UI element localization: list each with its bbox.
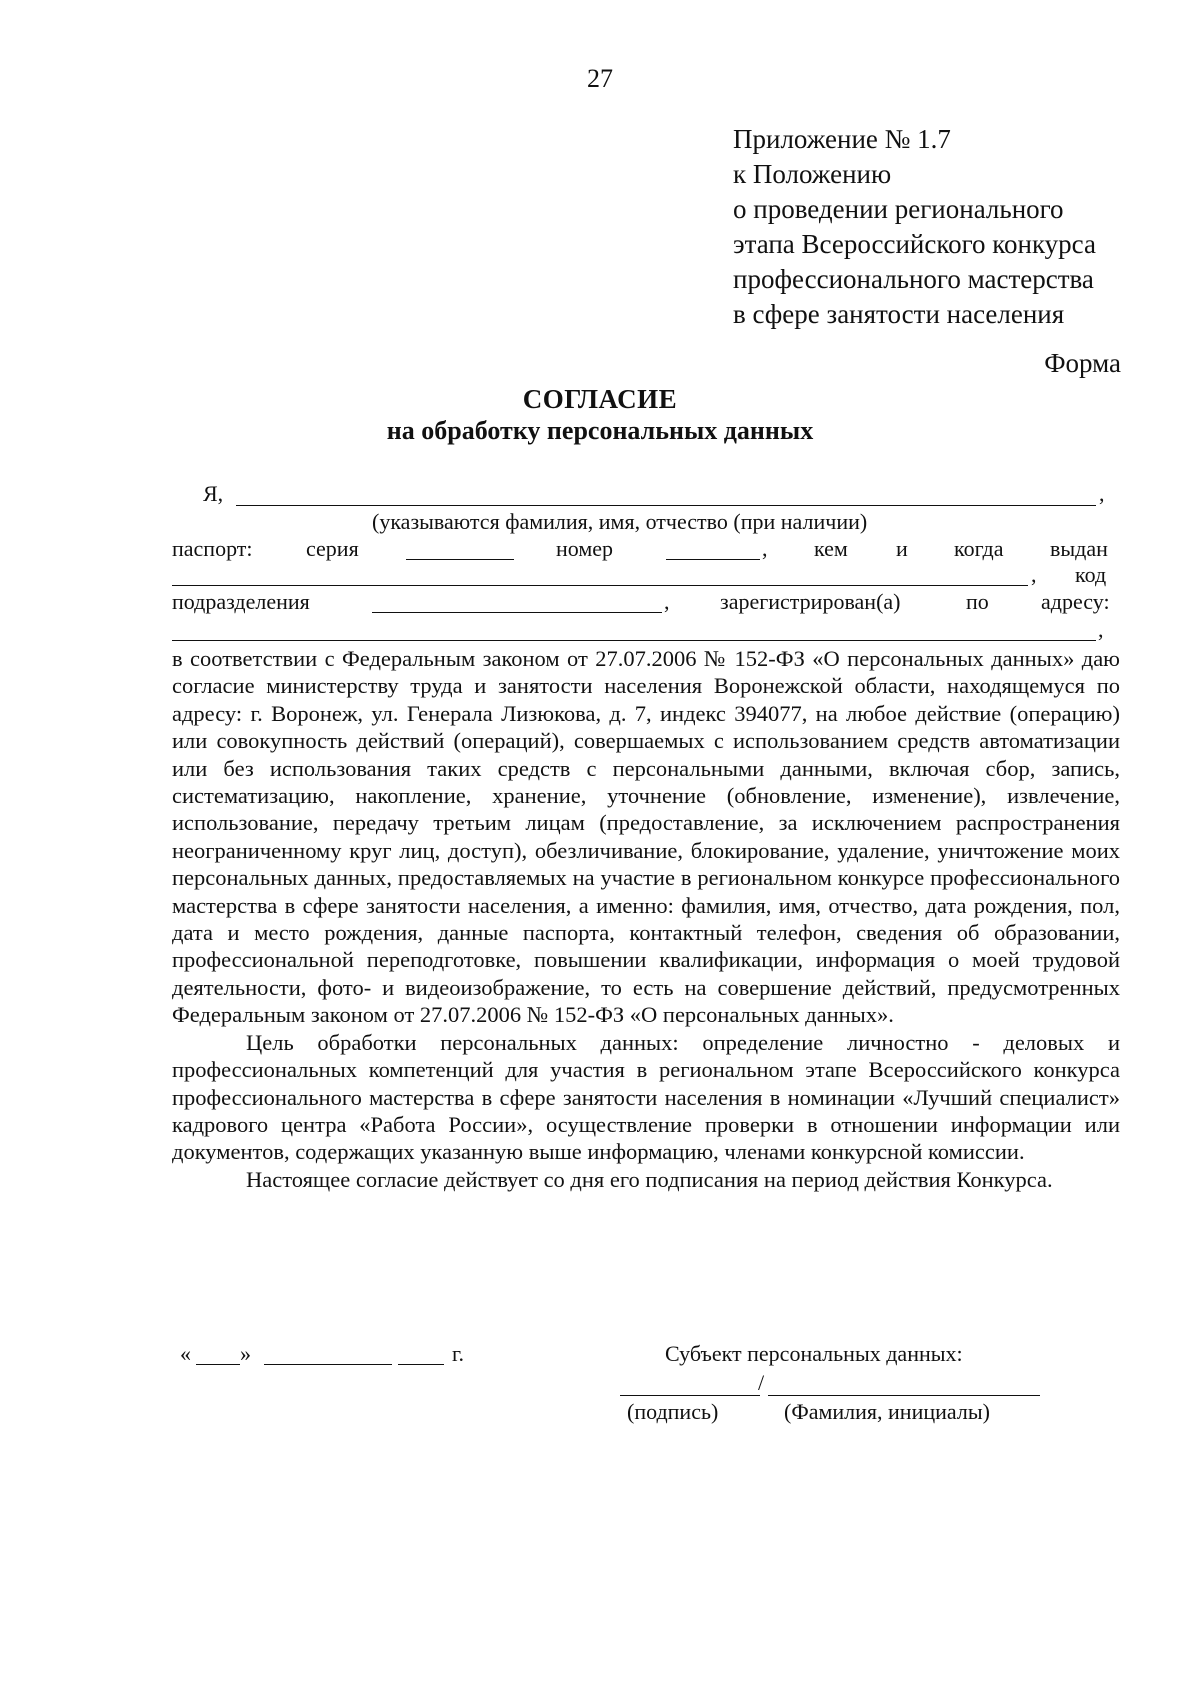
issued-word: выдан [1050, 536, 1108, 561]
issued-word: кем [814, 536, 848, 561]
date-day-field[interactable] [196, 1364, 240, 1365]
document-title: СОГЛАСИЕ [522, 384, 678, 414]
purpose-paragraph: Цель обработки персональных данных: определение личностно - деловых и профессиональных компетенций для участия в региональном этапе Всероссийского конкурса профессионального мастерства в сфере занятости населения в номинации «Лучший специалист» кадрового центра «Работа России», осуществление проверки в отношении информации или документов, содержащих указанную выше информацию, членами конкурсной комиссии. [172, 1029, 1120, 1165]
surname-initials-field[interactable] [768, 1395, 1040, 1396]
validity-paragraph: Настоящее согласие действует со дня его подписания на период действия Конкурса. [246, 1166, 1053, 1192]
name-hint: (указываются фамилия, имя, отчество (при наличии) [372, 509, 868, 534]
name-caption: (Фамилия, инициалы) [784, 1399, 990, 1424]
address-field[interactable] [172, 640, 1096, 641]
appendix-line: профессионального мастерства [733, 264, 1094, 294]
page-number: 27 [587, 64, 613, 93]
number-label: номер [556, 536, 614, 561]
comma: , [762, 536, 768, 561]
year-suffix: г. [452, 1341, 465, 1366]
appendix-line: о проведении регионального [733, 194, 1064, 224]
comma: , [1031, 562, 1037, 587]
series-label: серия [306, 536, 359, 561]
issued-word: и [896, 536, 908, 561]
body-text [172, 645, 1120, 1193]
appendix-line: Приложение № 1.7 [733, 124, 951, 154]
i-label: Я, [203, 481, 224, 506]
date-year-field[interactable] [398, 1364, 444, 1365]
comma: , [1098, 617, 1104, 642]
comma: , [1099, 481, 1105, 506]
issued-by-field[interactable] [172, 585, 1028, 586]
date-close-quote: » [240, 1341, 251, 1366]
address-label: адресу: [1041, 589, 1110, 614]
appendix-line: в сфере занятости населения [733, 299, 1065, 329]
full-name-field[interactable] [236, 505, 1096, 506]
appendix-line: к Положению [733, 159, 892, 189]
form-label: Форма [1044, 348, 1121, 378]
subject-label: Субъект персональных данных: [665, 1341, 963, 1366]
appendix-header [733, 122, 1096, 332]
registered-label: зарегистрирован(а) [720, 589, 901, 614]
subdivision-code-field[interactable] [372, 612, 662, 613]
signature-caption: (подпись) [627, 1399, 719, 1424]
issued-word: когда [954, 536, 1004, 561]
date-month-field[interactable] [264, 1364, 392, 1365]
passport-number-field[interactable] [666, 559, 760, 560]
po-label: по [966, 589, 989, 614]
code-label: код [1075, 562, 1107, 587]
signature-slash: / [758, 1370, 765, 1395]
document-subtitle: на обработку персональных данных [386, 416, 814, 445]
passport-series-field[interactable] [406, 559, 514, 560]
subdivision-label: подразделения [172, 589, 310, 614]
date-open-quote: « [180, 1341, 191, 1366]
appendix-line: этапа Всероссийского конкурса [733, 229, 1096, 259]
consent-paragraph: в соответствии с Федеральным законом от 27.07.2006 № 152-ФЗ «О персональных данных» даю согласие министерству труда и занятости населения Воронежской области, находящемуся по адресу: г. Воронеж, ул. Генерала Лизюкова, д. 7, индекс 394077, на любое действие (операцию) или совокупность действий (операций), совершаемых с использованием средств автоматизации или без использования таких средств с персональными данными, включая сбор, запись, систематизацию, накопление, хранение, уточнение (обновление, изменение), извлечение, использование, передачу третьим лицам (предоставление, за исключением распространения неограниченному круг лиц, доступ), обезличивание, блокирование, удаление, уничтожение моих персональных данных, предоставляемых на участие в региональном конкурсе профессионального мастерства в сфере занятости населения, а именно: фамилия, имя, отчество, дата рождения, пол, дата и место рождения, данные паспорта, контактный телефон, сведения об образовании, профессиональной переподготовке, повышении квалификации, информация о моей трудовой деятельности, фото- и видеоизображение, то есть на совершение действий, предусмотренных Федеральным законом от 27.07.2006 № 152-ФЗ «О персональных данных». [172, 646, 1120, 1028]
passport-label: паспорт: [172, 536, 253, 561]
signature-field[interactable] [620, 1395, 760, 1396]
comma: , [664, 589, 670, 614]
